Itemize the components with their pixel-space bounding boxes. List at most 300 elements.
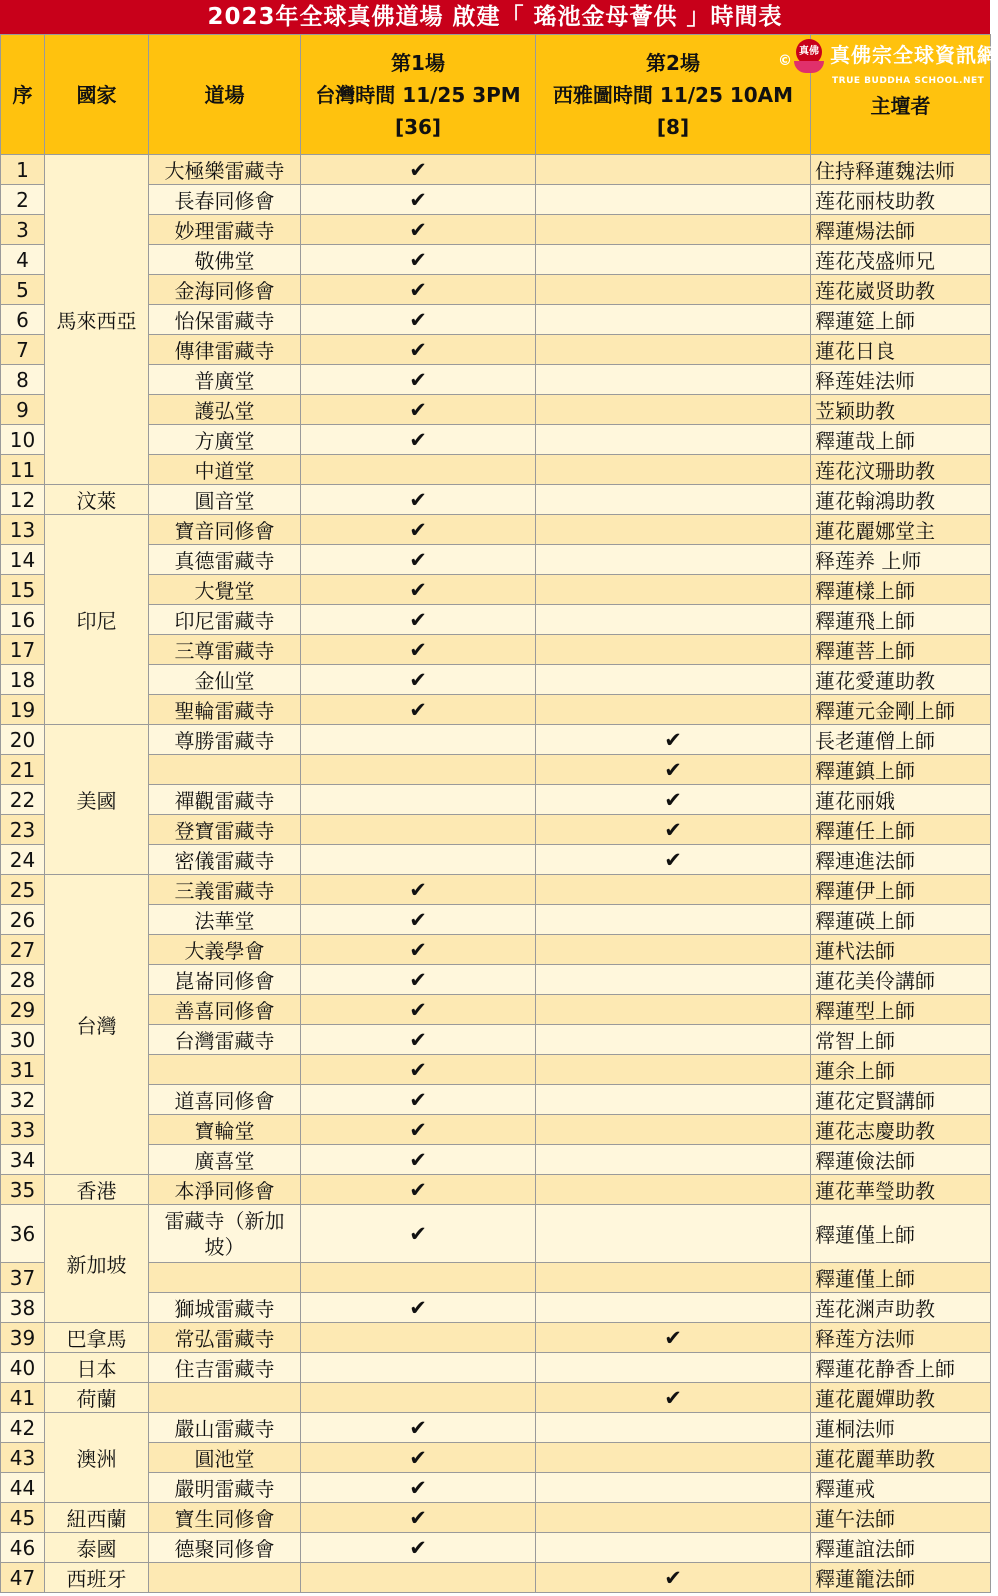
row-temple: 三尊雷藏寺 bbox=[149, 635, 301, 665]
row-temple: 大覺堂 bbox=[149, 575, 301, 605]
logo-name: 真佛宗全球資訊網 bbox=[830, 43, 998, 67]
check-icon: ✔ bbox=[409, 1535, 427, 1560]
table-row bbox=[1, 515, 991, 545]
row-host: 釋蓮菩上師 bbox=[811, 635, 991, 665]
table-row bbox=[1, 455, 991, 485]
row-host: 釋蓮籠法師 bbox=[811, 1563, 991, 1593]
check-icon: ✔ bbox=[664, 1565, 682, 1590]
country-cell: 巴拿馬 bbox=[45, 1323, 149, 1353]
row-host: 莲花丽枝助教 bbox=[811, 185, 991, 215]
table-row bbox=[1, 875, 991, 905]
session-2-check bbox=[536, 965, 811, 995]
session-1-check bbox=[301, 455, 536, 485]
row-host: 蓮花翰鴻助教 bbox=[811, 485, 991, 515]
check-icon: ✔ bbox=[409, 337, 427, 362]
row-seq: 25 bbox=[1, 875, 45, 905]
check-icon: ✔ bbox=[409, 157, 427, 182]
row-temple: 普廣堂 bbox=[149, 365, 301, 395]
row-host: 釋蓮僅上師 bbox=[811, 1205, 991, 1263]
row-seq: 12 bbox=[1, 485, 45, 515]
header-session-1 bbox=[301, 35, 536, 155]
session-1-check bbox=[301, 185, 536, 215]
row-host: 常智上師 bbox=[811, 1025, 991, 1055]
row-seq: 3 bbox=[1, 215, 45, 245]
country-cell: 美國 bbox=[45, 725, 149, 875]
check-icon: ✔ bbox=[409, 1221, 427, 1246]
check-icon: ✔ bbox=[409, 1475, 427, 1500]
table-row bbox=[1, 215, 991, 245]
check-icon: ✔ bbox=[409, 1027, 427, 1052]
table-row bbox=[1, 695, 991, 725]
session-2-check bbox=[536, 575, 811, 605]
country-cell: 西班牙 bbox=[45, 1563, 149, 1593]
row-host: 蓮花華瑩助教 bbox=[811, 1175, 991, 1205]
session-1-check bbox=[301, 1175, 536, 1205]
row-host: 蓮桐法师 bbox=[811, 1413, 991, 1443]
session-2-check bbox=[536, 275, 811, 305]
check-icon: ✔ bbox=[409, 877, 427, 902]
session-2-check bbox=[536, 905, 811, 935]
table-row bbox=[1, 1085, 991, 1115]
row-temple: 護弘堂 bbox=[149, 395, 301, 425]
session-1-check bbox=[301, 1353, 536, 1383]
table-body bbox=[1, 155, 991, 1593]
table-row bbox=[1, 1443, 991, 1473]
lotus-icon bbox=[794, 61, 824, 73]
session-1-check bbox=[301, 635, 536, 665]
table-row bbox=[1, 725, 991, 755]
session-2-check bbox=[536, 1323, 811, 1353]
check-icon: ✔ bbox=[664, 727, 682, 752]
check-icon: ✔ bbox=[409, 517, 427, 542]
row-seq: 2 bbox=[1, 185, 45, 215]
row-seq: 17 bbox=[1, 635, 45, 665]
table-row bbox=[1, 1413, 991, 1443]
row-seq: 36 bbox=[1, 1205, 45, 1263]
row-seq: 42 bbox=[1, 1413, 45, 1443]
table-row bbox=[1, 575, 991, 605]
table-row bbox=[1, 395, 991, 425]
check-icon: ✔ bbox=[409, 937, 427, 962]
session-1-check bbox=[301, 605, 536, 635]
country-cell: 馬來西亞 bbox=[45, 155, 149, 485]
row-host: 釋蓮任上師 bbox=[811, 815, 991, 845]
check-icon: ✔ bbox=[664, 757, 682, 782]
check-icon: ✔ bbox=[409, 1415, 427, 1440]
row-seq: 37 bbox=[1, 1263, 45, 1293]
row-seq: 14 bbox=[1, 545, 45, 575]
row-seq: 15 bbox=[1, 575, 45, 605]
check-icon: ✔ bbox=[409, 637, 427, 662]
country-cell: 日本 bbox=[45, 1353, 149, 1383]
row-seq: 16 bbox=[1, 605, 45, 635]
table-row bbox=[1, 965, 991, 995]
session-2-check bbox=[536, 1443, 811, 1473]
session-2-check bbox=[536, 1353, 811, 1383]
row-seq: 43 bbox=[1, 1443, 45, 1473]
table-row bbox=[1, 665, 991, 695]
session-1-check bbox=[301, 1383, 536, 1413]
session-2-check bbox=[536, 1413, 811, 1443]
table-row bbox=[1, 1533, 991, 1563]
row-host: 蓮花愛蓮助教 bbox=[811, 665, 991, 695]
session-2-check bbox=[536, 245, 811, 275]
session-1-label: 第1場 bbox=[391, 50, 445, 75]
table-row bbox=[1, 605, 991, 635]
row-host: 釋蓮鎮上師 bbox=[811, 755, 991, 785]
row-host: 释莲娃法师 bbox=[811, 365, 991, 395]
check-icon: ✔ bbox=[409, 307, 427, 332]
country-cell: 香港 bbox=[45, 1175, 149, 1205]
row-temple: 寶輪堂 bbox=[149, 1115, 301, 1145]
check-icon: ✔ bbox=[409, 277, 427, 302]
session-2-check bbox=[536, 395, 811, 425]
check-icon: ✔ bbox=[409, 1445, 427, 1470]
row-host: 釋蓮花静香上師 bbox=[811, 1353, 991, 1383]
row-temple: 印尼雷藏寺 bbox=[149, 605, 301, 635]
row-seq: 35 bbox=[1, 1175, 45, 1205]
row-host: 釋蓮樣上師 bbox=[811, 575, 991, 605]
row-host: 苙颖助教 bbox=[811, 395, 991, 425]
row-seq: 20 bbox=[1, 725, 45, 755]
session-2-label: 第2場 bbox=[646, 50, 700, 75]
table-row bbox=[1, 425, 991, 455]
table-row bbox=[1, 785, 991, 815]
session-2-check bbox=[536, 485, 811, 515]
session-2-check bbox=[536, 785, 811, 815]
check-icon: ✔ bbox=[409, 607, 427, 632]
table-row bbox=[1, 275, 991, 305]
check-icon: ✔ bbox=[409, 907, 427, 932]
row-seq: 7 bbox=[1, 335, 45, 365]
session-1-check bbox=[301, 845, 536, 875]
row-host: 釋蓮煬法師 bbox=[811, 215, 991, 245]
session-1-check bbox=[301, 1263, 536, 1293]
row-seq: 45 bbox=[1, 1503, 45, 1533]
table-row bbox=[1, 1353, 991, 1383]
country-cell: 澳洲 bbox=[45, 1413, 149, 1503]
row-seq: 34 bbox=[1, 1145, 45, 1175]
row-seq: 21 bbox=[1, 755, 45, 785]
row-seq: 41 bbox=[1, 1383, 45, 1413]
table-row bbox=[1, 815, 991, 845]
row-host: 蓮花丽娥 bbox=[811, 785, 991, 815]
row-temple: 本淨同修會 bbox=[149, 1175, 301, 1205]
session-2-check bbox=[536, 515, 811, 545]
check-icon: ✔ bbox=[409, 1505, 427, 1530]
row-host: 釋蓮哉上師 bbox=[811, 425, 991, 455]
row-host: 蓮杙法師 bbox=[811, 935, 991, 965]
session-2-check bbox=[536, 1025, 811, 1055]
row-seq: 28 bbox=[1, 965, 45, 995]
session-2-check bbox=[536, 365, 811, 395]
session-1-check bbox=[301, 575, 536, 605]
row-temple: 長春同修會 bbox=[149, 185, 301, 215]
table-row bbox=[1, 545, 991, 575]
check-icon: ✔ bbox=[664, 847, 682, 872]
row-seq: 29 bbox=[1, 995, 45, 1025]
table-row bbox=[1, 305, 991, 335]
row-host: 蓮花麗嬋助教 bbox=[811, 1383, 991, 1413]
row-seq: 4 bbox=[1, 245, 45, 275]
row-seq: 23 bbox=[1, 815, 45, 845]
session-1-check bbox=[301, 305, 536, 335]
row-host: 蓮午法師 bbox=[811, 1503, 991, 1533]
row-temple: 住吉雷藏寺 bbox=[149, 1353, 301, 1383]
row-temple: 聖輪雷藏寺 bbox=[149, 695, 301, 725]
check-icon: ✔ bbox=[409, 1295, 427, 1320]
row-temple: 雷藏寺（新加坡） bbox=[149, 1205, 301, 1263]
country-cell: 荷蘭 bbox=[45, 1383, 149, 1413]
header-temple: 道場 bbox=[149, 35, 301, 155]
check-icon: ✔ bbox=[409, 667, 427, 692]
session-2-check bbox=[536, 875, 811, 905]
table-row bbox=[1, 845, 991, 875]
row-temple: 禪觀雷藏寺 bbox=[149, 785, 301, 815]
row-host: 莲花茂盛师兄 bbox=[811, 245, 991, 275]
check-icon: ✔ bbox=[409, 187, 427, 212]
row-seq: 30 bbox=[1, 1025, 45, 1055]
check-icon: ✔ bbox=[664, 1325, 682, 1350]
table-row bbox=[1, 1503, 991, 1533]
header-seq: 序 bbox=[1, 35, 45, 155]
session-1-check bbox=[301, 815, 536, 845]
table-row bbox=[1, 155, 991, 185]
check-icon: ✔ bbox=[409, 487, 427, 512]
check-icon: ✔ bbox=[409, 997, 427, 1022]
row-temple: 獅城雷藏寺 bbox=[149, 1293, 301, 1323]
row-host: 釋蓮儉法師 bbox=[811, 1145, 991, 1175]
session-1-check bbox=[301, 1115, 536, 1145]
row-seq: 32 bbox=[1, 1085, 45, 1115]
session-1-check bbox=[301, 995, 536, 1025]
session-2-check bbox=[536, 755, 811, 785]
check-icon: ✔ bbox=[664, 1385, 682, 1410]
row-temple: 廣喜堂 bbox=[149, 1145, 301, 1175]
row-temple: 大義學會 bbox=[149, 935, 301, 965]
session-2-check bbox=[536, 335, 811, 365]
table-row bbox=[1, 1055, 991, 1085]
session-2-check bbox=[536, 185, 811, 215]
session-2-check bbox=[536, 215, 811, 245]
session-1-check bbox=[301, 665, 536, 695]
row-host: 蓮花定賢講師 bbox=[811, 1085, 991, 1115]
table-row bbox=[1, 1145, 991, 1175]
row-temple: 寶生同修會 bbox=[149, 1503, 301, 1533]
header-country: 國家 bbox=[45, 35, 149, 155]
session-2-check bbox=[536, 1473, 811, 1503]
table-row bbox=[1, 1263, 991, 1293]
session-1-time: 台灣時間 11/25 3PM bbox=[315, 82, 521, 107]
check-icon: ✔ bbox=[409, 367, 427, 392]
session-2-check bbox=[536, 635, 811, 665]
table-row bbox=[1, 1293, 991, 1323]
session-2-check bbox=[536, 695, 811, 725]
session-2-check bbox=[536, 1293, 811, 1323]
session-2-check bbox=[536, 1563, 811, 1593]
table-row bbox=[1, 185, 991, 215]
session-1-count: [36] bbox=[394, 114, 442, 139]
row-temple: 真德雷藏寺 bbox=[149, 545, 301, 575]
row-host: 蓮花麗娜堂主 bbox=[811, 515, 991, 545]
row-temple: 敬佛堂 bbox=[149, 245, 301, 275]
row-seq: 22 bbox=[1, 785, 45, 815]
row-temple: 密儀雷藏寺 bbox=[149, 845, 301, 875]
country-cell: 泰國 bbox=[45, 1533, 149, 1563]
row-temple: 嚴明雷藏寺 bbox=[149, 1473, 301, 1503]
row-host: 釋蓮戒 bbox=[811, 1473, 991, 1503]
header-session-2 bbox=[536, 35, 811, 155]
row-seq: 26 bbox=[1, 905, 45, 935]
row-host: 長老蓮僧上師 bbox=[811, 725, 991, 755]
row-temple: 圓池堂 bbox=[149, 1443, 301, 1473]
row-temple: 中道堂 bbox=[149, 455, 301, 485]
row-temple bbox=[149, 1263, 301, 1293]
table-row bbox=[1, 1563, 991, 1593]
row-seq: 47 bbox=[1, 1563, 45, 1593]
check-icon: ✔ bbox=[409, 217, 427, 242]
logo-subtitle: TRUE BUDDHA SCHOOL.NET bbox=[832, 76, 985, 86]
row-temple: 德聚同修會 bbox=[149, 1533, 301, 1563]
session-2-check bbox=[536, 665, 811, 695]
session-1-check bbox=[301, 935, 536, 965]
check-icon: ✔ bbox=[409, 1177, 427, 1202]
row-seq: 9 bbox=[1, 395, 45, 425]
table-row bbox=[1, 935, 991, 965]
session-1-check bbox=[301, 725, 536, 755]
session-2-check bbox=[536, 1085, 811, 1115]
table-row bbox=[1, 1025, 991, 1055]
row-temple: 善喜同修會 bbox=[149, 995, 301, 1025]
row-seq: 46 bbox=[1, 1533, 45, 1563]
check-icon: ✔ bbox=[664, 787, 682, 812]
session-1-check bbox=[301, 215, 536, 245]
row-seq: 31 bbox=[1, 1055, 45, 1085]
table-row bbox=[1, 1383, 991, 1413]
session-1-check bbox=[301, 275, 536, 305]
session-2-check bbox=[536, 1383, 811, 1413]
row-host: 蓮花日良 bbox=[811, 335, 991, 365]
row-host: 釋連進法師 bbox=[811, 845, 991, 875]
session-1-check bbox=[301, 755, 536, 785]
session-1-check bbox=[301, 1085, 536, 1115]
session-1-check bbox=[301, 1533, 536, 1563]
session-2-check bbox=[536, 305, 811, 335]
row-seq: 40 bbox=[1, 1353, 45, 1383]
row-seq: 6 bbox=[1, 305, 45, 335]
session-1-check bbox=[301, 515, 536, 545]
row-host: 釋蓮僅上師 bbox=[811, 1263, 991, 1293]
session-2-time: 西雅圖時間 11/25 10AM bbox=[552, 82, 794, 107]
row-seq: 5 bbox=[1, 275, 45, 305]
row-temple: 大極樂雷藏寺 bbox=[149, 155, 301, 185]
schedule-table bbox=[0, 34, 998, 1593]
check-icon: ✔ bbox=[409, 1087, 427, 1112]
country-cell: 印尼 bbox=[45, 515, 149, 725]
check-icon: ✔ bbox=[409, 1147, 427, 1172]
row-temple: 嚴山雷藏寺 bbox=[149, 1413, 301, 1443]
table-row bbox=[1, 995, 991, 1025]
row-temple: 金海同修會 bbox=[149, 275, 301, 305]
row-temple: 台灣雷藏寺 bbox=[149, 1025, 301, 1055]
page-title: 2023年全球真佛道場 啟建「 瑤池金母薈供 」時間表 bbox=[0, 0, 990, 34]
row-host: 蓮花麗華助教 bbox=[811, 1443, 991, 1473]
session-2-check bbox=[536, 725, 811, 755]
session-1-check bbox=[301, 1323, 536, 1353]
row-seq: 10 bbox=[1, 425, 45, 455]
table-row bbox=[1, 755, 991, 785]
row-seq: 19 bbox=[1, 695, 45, 725]
row-host: 释莲方法师 bbox=[811, 1323, 991, 1353]
row-seq: 38 bbox=[1, 1293, 45, 1323]
site-logo bbox=[778, 39, 998, 86]
session-2-check bbox=[536, 1115, 811, 1145]
row-temple: 圓音堂 bbox=[149, 485, 301, 515]
session-2-check bbox=[536, 425, 811, 455]
row-host: 釋蓮碤上師 bbox=[811, 905, 991, 935]
session-1-check bbox=[301, 545, 536, 575]
table-row bbox=[1, 1115, 991, 1145]
session-2-check bbox=[536, 455, 811, 485]
session-1-check bbox=[301, 1443, 536, 1473]
row-host: 釋蓮型上師 bbox=[811, 995, 991, 1025]
row-host: 蓮花美伶講師 bbox=[811, 965, 991, 995]
session-1-check bbox=[301, 875, 536, 905]
row-host: 住持释蓮魏法师 bbox=[811, 155, 991, 185]
row-seq: 24 bbox=[1, 845, 45, 875]
check-icon: ✔ bbox=[664, 817, 682, 842]
row-seq: 11 bbox=[1, 455, 45, 485]
row-temple: 登寶雷藏寺 bbox=[149, 815, 301, 845]
session-1-check bbox=[301, 1293, 536, 1323]
session-1-check bbox=[301, 1473, 536, 1503]
session-2-check bbox=[536, 1263, 811, 1293]
row-seq: 39 bbox=[1, 1323, 45, 1353]
session-2-check bbox=[536, 545, 811, 575]
session-1-check bbox=[301, 335, 536, 365]
table-row bbox=[1, 485, 991, 515]
session-2-check bbox=[536, 845, 811, 875]
row-temple: 妙理雷藏寺 bbox=[149, 215, 301, 245]
session-1-check bbox=[301, 155, 536, 185]
header-host bbox=[778, 35, 998, 155]
row-host: 釋蓮筵上師 bbox=[811, 305, 991, 335]
check-icon: ✔ bbox=[409, 1057, 427, 1082]
check-icon: ✔ bbox=[409, 397, 427, 422]
row-host: 釋蓮誼法師 bbox=[811, 1533, 991, 1563]
table-row bbox=[1, 365, 991, 395]
row-temple bbox=[149, 1383, 301, 1413]
check-icon: ✔ bbox=[409, 427, 427, 452]
session-2-check bbox=[536, 1205, 811, 1263]
row-seq: 13 bbox=[1, 515, 45, 545]
row-temple: 方廣堂 bbox=[149, 425, 301, 455]
row-temple: 法華堂 bbox=[149, 905, 301, 935]
row-temple: 金仙堂 bbox=[149, 665, 301, 695]
session-1-check bbox=[301, 1145, 536, 1175]
row-temple bbox=[149, 1563, 301, 1593]
row-temple bbox=[149, 755, 301, 785]
check-icon: ✔ bbox=[409, 697, 427, 722]
table-row bbox=[1, 1473, 991, 1503]
session-1-check bbox=[301, 485, 536, 515]
row-host: 釋蓮飛上師 bbox=[811, 605, 991, 635]
copyright-icon: © bbox=[778, 53, 792, 69]
session-1-check bbox=[301, 1413, 536, 1443]
country-cell: 汶萊 bbox=[45, 485, 149, 515]
row-temple: 三義雷藏寺 bbox=[149, 875, 301, 905]
row-temple: 崑崙同修會 bbox=[149, 965, 301, 995]
